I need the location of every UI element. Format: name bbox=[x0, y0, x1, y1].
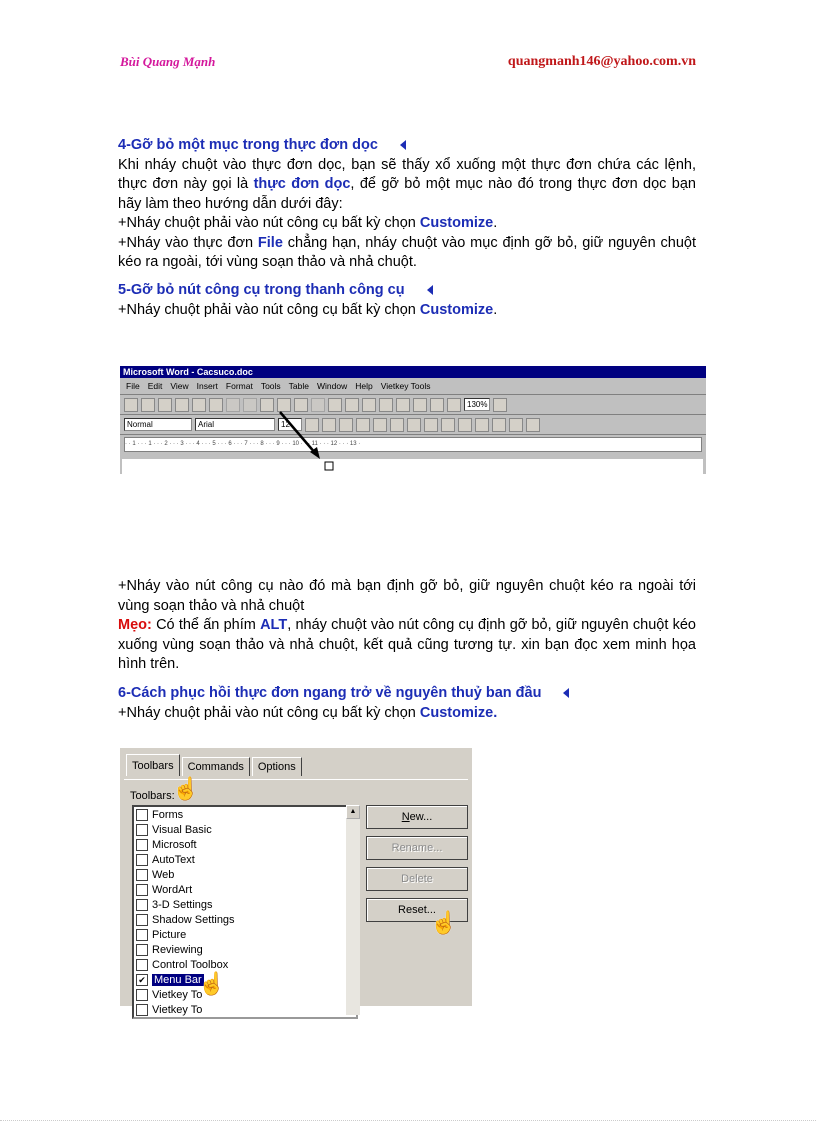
menu-insert[interactable]: Insert bbox=[196, 381, 218, 391]
checkbox[interactable] bbox=[136, 959, 148, 971]
menu-vietkey[interactable]: Vietkey Tools bbox=[380, 381, 431, 391]
header-email: quangmanh146@yahoo.com.vn bbox=[507, 54, 696, 69]
section-4-para3: +Nháy vào thực đơn File chẳng hạn, nháy chuột vào mục định gỡ bỏ, giữ nguyên chuột kéo ra ngoài, tới vùng soạn thảo và nhả chuột. bbox=[118, 234, 697, 270]
menu-tools[interactable]: Tools bbox=[260, 381, 281, 391]
menu-format[interactable]: Format bbox=[225, 381, 253, 391]
checkbox[interactable] bbox=[136, 899, 148, 911]
menu-view[interactable]: View bbox=[170, 381, 189, 391]
word-screenshot bbox=[120, 366, 706, 474]
hand-cursor-icon: ☝ bbox=[198, 971, 226, 996]
list-item-selected[interactable]: ✔ Menu Bar bbox=[134, 972, 356, 987]
list-item[interactable]: WordArt bbox=[134, 882, 356, 897]
scroll-up-icon[interactable]: ▲ bbox=[346, 805, 360, 819]
tab-options[interactable]: Options bbox=[252, 757, 302, 776]
section-5 bbox=[118, 281, 696, 320]
size-select[interactable]: 12 bbox=[278, 418, 302, 431]
checkbox[interactable] bbox=[136, 809, 148, 821]
section-4 bbox=[118, 136, 696, 273]
checkbox-checked[interactable]: ✔ bbox=[136, 974, 148, 986]
list-item[interactable]: Visual Basic bbox=[134, 822, 356, 837]
back-arrow-icon bbox=[563, 688, 569, 698]
list-item[interactable]: Picture bbox=[134, 927, 356, 942]
reset-button[interactable]: Reset... bbox=[366, 898, 468, 922]
section-4-para1: Khi nháy chuột vào thực đơn dọc, bạn sẽ thấy xổ xuống một thực đơn chứa các lệnh, thực đơn này gọi là thực đơn dọc, để gỡ bỏ một mục nào đó trong thực đơn dọc bạn hãy làm theo hướng dẫn dưới đây: bbox=[118, 156, 696, 212]
menu-help[interactable]: Help bbox=[355, 381, 373, 391]
hand-cursor-icon: ☝ bbox=[430, 910, 458, 935]
tip-para: Mẹo: Có thể ấn phím ALT, nháy chuột vào nút công cụ định gỡ bỏ, giữ nguyên chuột kéo xuống vùng soạn thảo và nhả chuột, kết quả cũng tương tự. xin bạn đọc xem minh họa hình trên. bbox=[118, 617, 696, 672]
checkbox[interactable] bbox=[136, 869, 148, 881]
list-item[interactable]: Vietkey To bbox=[134, 1002, 356, 1017]
menu-window[interactable]: Window bbox=[317, 381, 348, 391]
list-item[interactable]: Web bbox=[134, 867, 356, 882]
zoom-select[interactable]: 130% bbox=[464, 398, 490, 411]
delete-button[interactable]: Delete bbox=[366, 867, 468, 891]
checkbox[interactable] bbox=[136, 989, 148, 1001]
list-item[interactable]: Reviewing bbox=[134, 942, 356, 957]
hand-cursor-icon: ☝ bbox=[172, 776, 200, 801]
back-arrow-icon bbox=[400, 140, 406, 150]
rename-button[interactable]: Rename... bbox=[366, 836, 468, 860]
section-4-para2: +Nháy chuột phải vào nút công cụ bất kỳ chọn Customize. bbox=[118, 215, 498, 231]
menu-file[interactable]: File bbox=[126, 381, 140, 391]
section-6-title: 6-Cách phục hồi thực đơn ngang trở về nguyên thuỷ ban đầu bbox=[118, 684, 696, 704]
list-item[interactable]: Control Toolbox bbox=[134, 957, 356, 972]
checkbox[interactable] bbox=[136, 854, 148, 866]
section-5-para1: +Nháy chuột phải vào nút công cụ bất kỳ chọn Customize. bbox=[118, 301, 498, 318]
drag-arrow-icon bbox=[120, 366, 706, 474]
header-author: Bùi Quang Mạnh bbox=[120, 54, 216, 69]
checkbox[interactable] bbox=[136, 914, 148, 926]
toolbars-label: Toolbars: bbox=[130, 790, 175, 802]
font-select[interactable]: Arial bbox=[195, 418, 275, 431]
section-5b bbox=[118, 577, 696, 675]
checkbox[interactable] bbox=[136, 929, 148, 941]
back-arrow-icon bbox=[427, 285, 433, 295]
section-5-title: 5-Gỡ bỏ nút công cụ trong thanh công cụ bbox=[118, 281, 696, 301]
checkbox[interactable] bbox=[136, 944, 148, 956]
horizontal-ruler: · · 1 · · · 1 · · · 2 · · · 3 · · · 4 · · · 5 · · · 6 · · · 7 · · · 8 · · · 9 · · · 10 · · · 11 · · · 12 · · · 13 · bbox=[124, 437, 702, 452]
section-6 bbox=[118, 684, 696, 723]
customize-dialog bbox=[120, 748, 472, 1016]
checkbox[interactable] bbox=[136, 839, 148, 851]
list-item[interactable]: 3-D Settings bbox=[134, 897, 356, 912]
style-select[interactable]: Normal bbox=[124, 418, 192, 431]
tab-commands[interactable]: Commands bbox=[182, 757, 250, 776]
section-5b-para1: +Nháy vào nút công cụ nào đó mà bạn định gỡ bỏ, giữ nguyên chuột kéo ra ngoài tới vùng soạn thảo và nhả chuột bbox=[118, 578, 696, 614]
checkbox[interactable] bbox=[136, 1004, 148, 1016]
page-footer-line bbox=[0, 1120, 816, 1121]
menu-table[interactable]: Table bbox=[288, 381, 309, 391]
toolbars-list[interactable] bbox=[132, 805, 358, 1019]
list-item[interactable]: AutoText bbox=[134, 852, 356, 867]
word-title-bar: Microsoft Word - Cacsuco.doc bbox=[120, 366, 706, 378]
list-item[interactable]: Shadow Settings bbox=[134, 912, 356, 927]
checkbox[interactable] bbox=[136, 824, 148, 836]
list-item[interactable]: Vietkey To bbox=[134, 987, 356, 1002]
list-item[interactable]: Microsoft bbox=[134, 837, 356, 852]
checkbox[interactable] bbox=[136, 884, 148, 896]
section-6-para1: +Nháy chuột phải vào nút công cụ bất kỳ chọn Customize. bbox=[118, 704, 498, 721]
new-button[interactable]: New... bbox=[366, 805, 468, 829]
menu-edit[interactable]: Edit bbox=[147, 381, 163, 391]
dialog-tabs bbox=[126, 757, 304, 776]
list-item[interactable]: Forms bbox=[134, 807, 356, 822]
section-4-title: 4-Gỡ bỏ một mục trong thực đơn dọc bbox=[118, 136, 696, 156]
tab-toolbars[interactable]: Toolbars bbox=[126, 754, 180, 776]
list-scrollbar[interactable] bbox=[346, 805, 360, 1015]
